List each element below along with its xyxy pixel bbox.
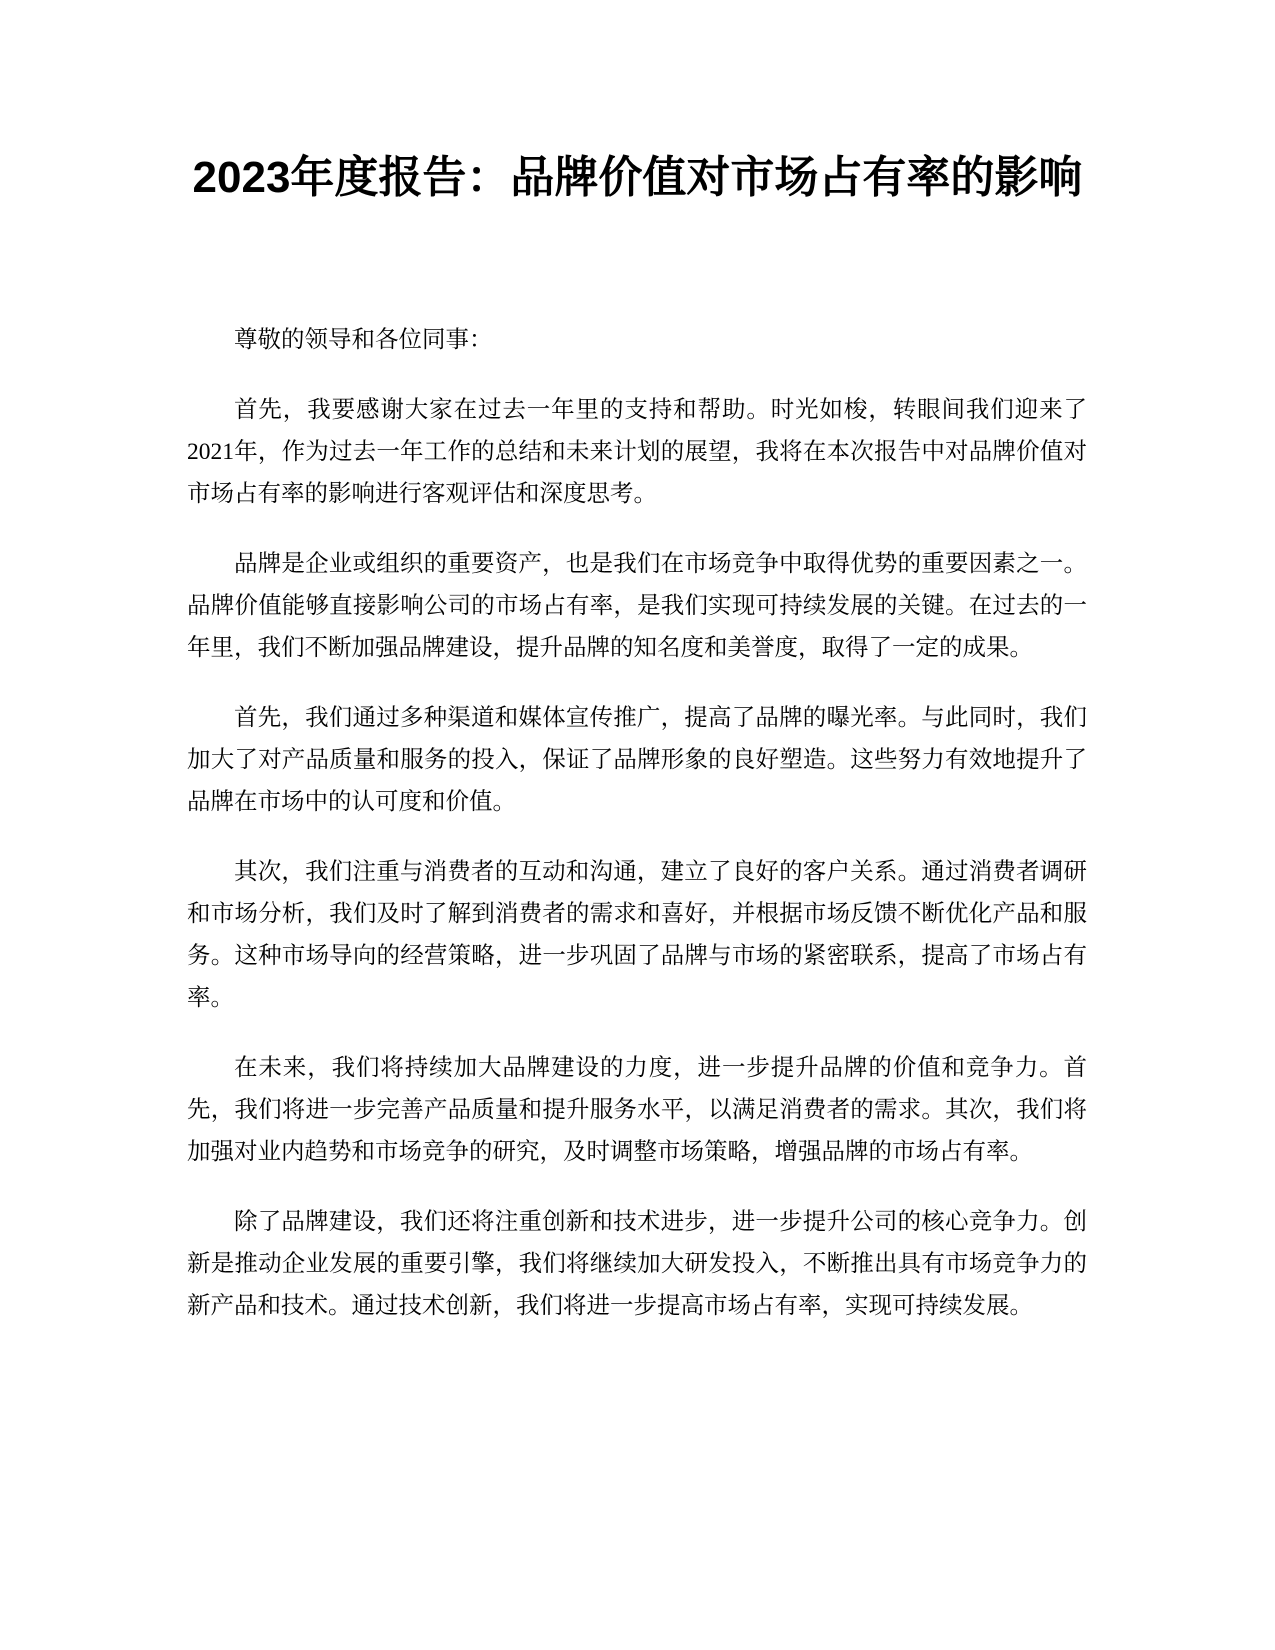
paragraph: 首先，我们通过多种渠道和媒体宣传推广，提高了品牌的曝光率。与此同时，我们加大了对产品质量和服务的投入，保证了品牌形象的良好塑造。这些努力有效地提升了品牌在市场中的认可度和价值。 — [187, 705, 1087, 815]
paragraph: 品牌是企业或组织的重要资产，也是我们在市场竞争中取得优势的重要因素之一。品牌价值能够直接影响公司的市场占有率，是我们实现可持续发展的关键。在过去的一年里，我们不断加强品牌建设，提升品牌的知名度和美誉度，取得了一定的成果。 — [187, 551, 1087, 661]
paragraph: 其次，我们注重与消费者的互动和沟通，建立了良好的客户关系。通过消费者调研和市场分析，我们及时了解到消费者的需求和喜好，并根据市场反馈不断优化产品和服务。这种市场导向的经营策略，进一步巩固了品牌与市场的紧密联系，提高了市场占有率。 — [187, 859, 1087, 1011]
paragraph: 在未来，我们将持续加大品牌建设的力度，进一步提升品牌的价值和竞争力。首先，我们将进一步完善产品质量和提升服务水平，以满足消费者的需求。其次，我们将加强对业内趋势和市场竞争的研究，及时调整市场策略，增强品牌的市场占有率。 — [187, 1055, 1087, 1165]
paragraph: 首先，我要感谢大家在过去一年里的支持和帮助。时光如梭，转眼间我们迎来了2021年，作为过去一年工作的总结和未来计划的展望，我将在本次报告中对品牌价值对市场占有率的影响进行客观评估和深度思考。 — [187, 397, 1087, 507]
greeting: 尊敬的领导和各位同事： — [234, 327, 493, 353]
paragraph: 除了品牌建设，我们还将注重创新和技术进步，进一步提升公司的核心竞争力。创新是推动企业发展的重要引擎，我们将继续加大研发投入，不断推出具有市场竞争力的新产品和技术。通过技术创新，我们将进一步提高市场占有率，实现可持续发展。 — [187, 1209, 1087, 1319]
document-body — [187, 319, 1087, 1355]
document-title: 2023年度报告：品牌价值对市场占有率的影响 — [192, 153, 1083, 202]
